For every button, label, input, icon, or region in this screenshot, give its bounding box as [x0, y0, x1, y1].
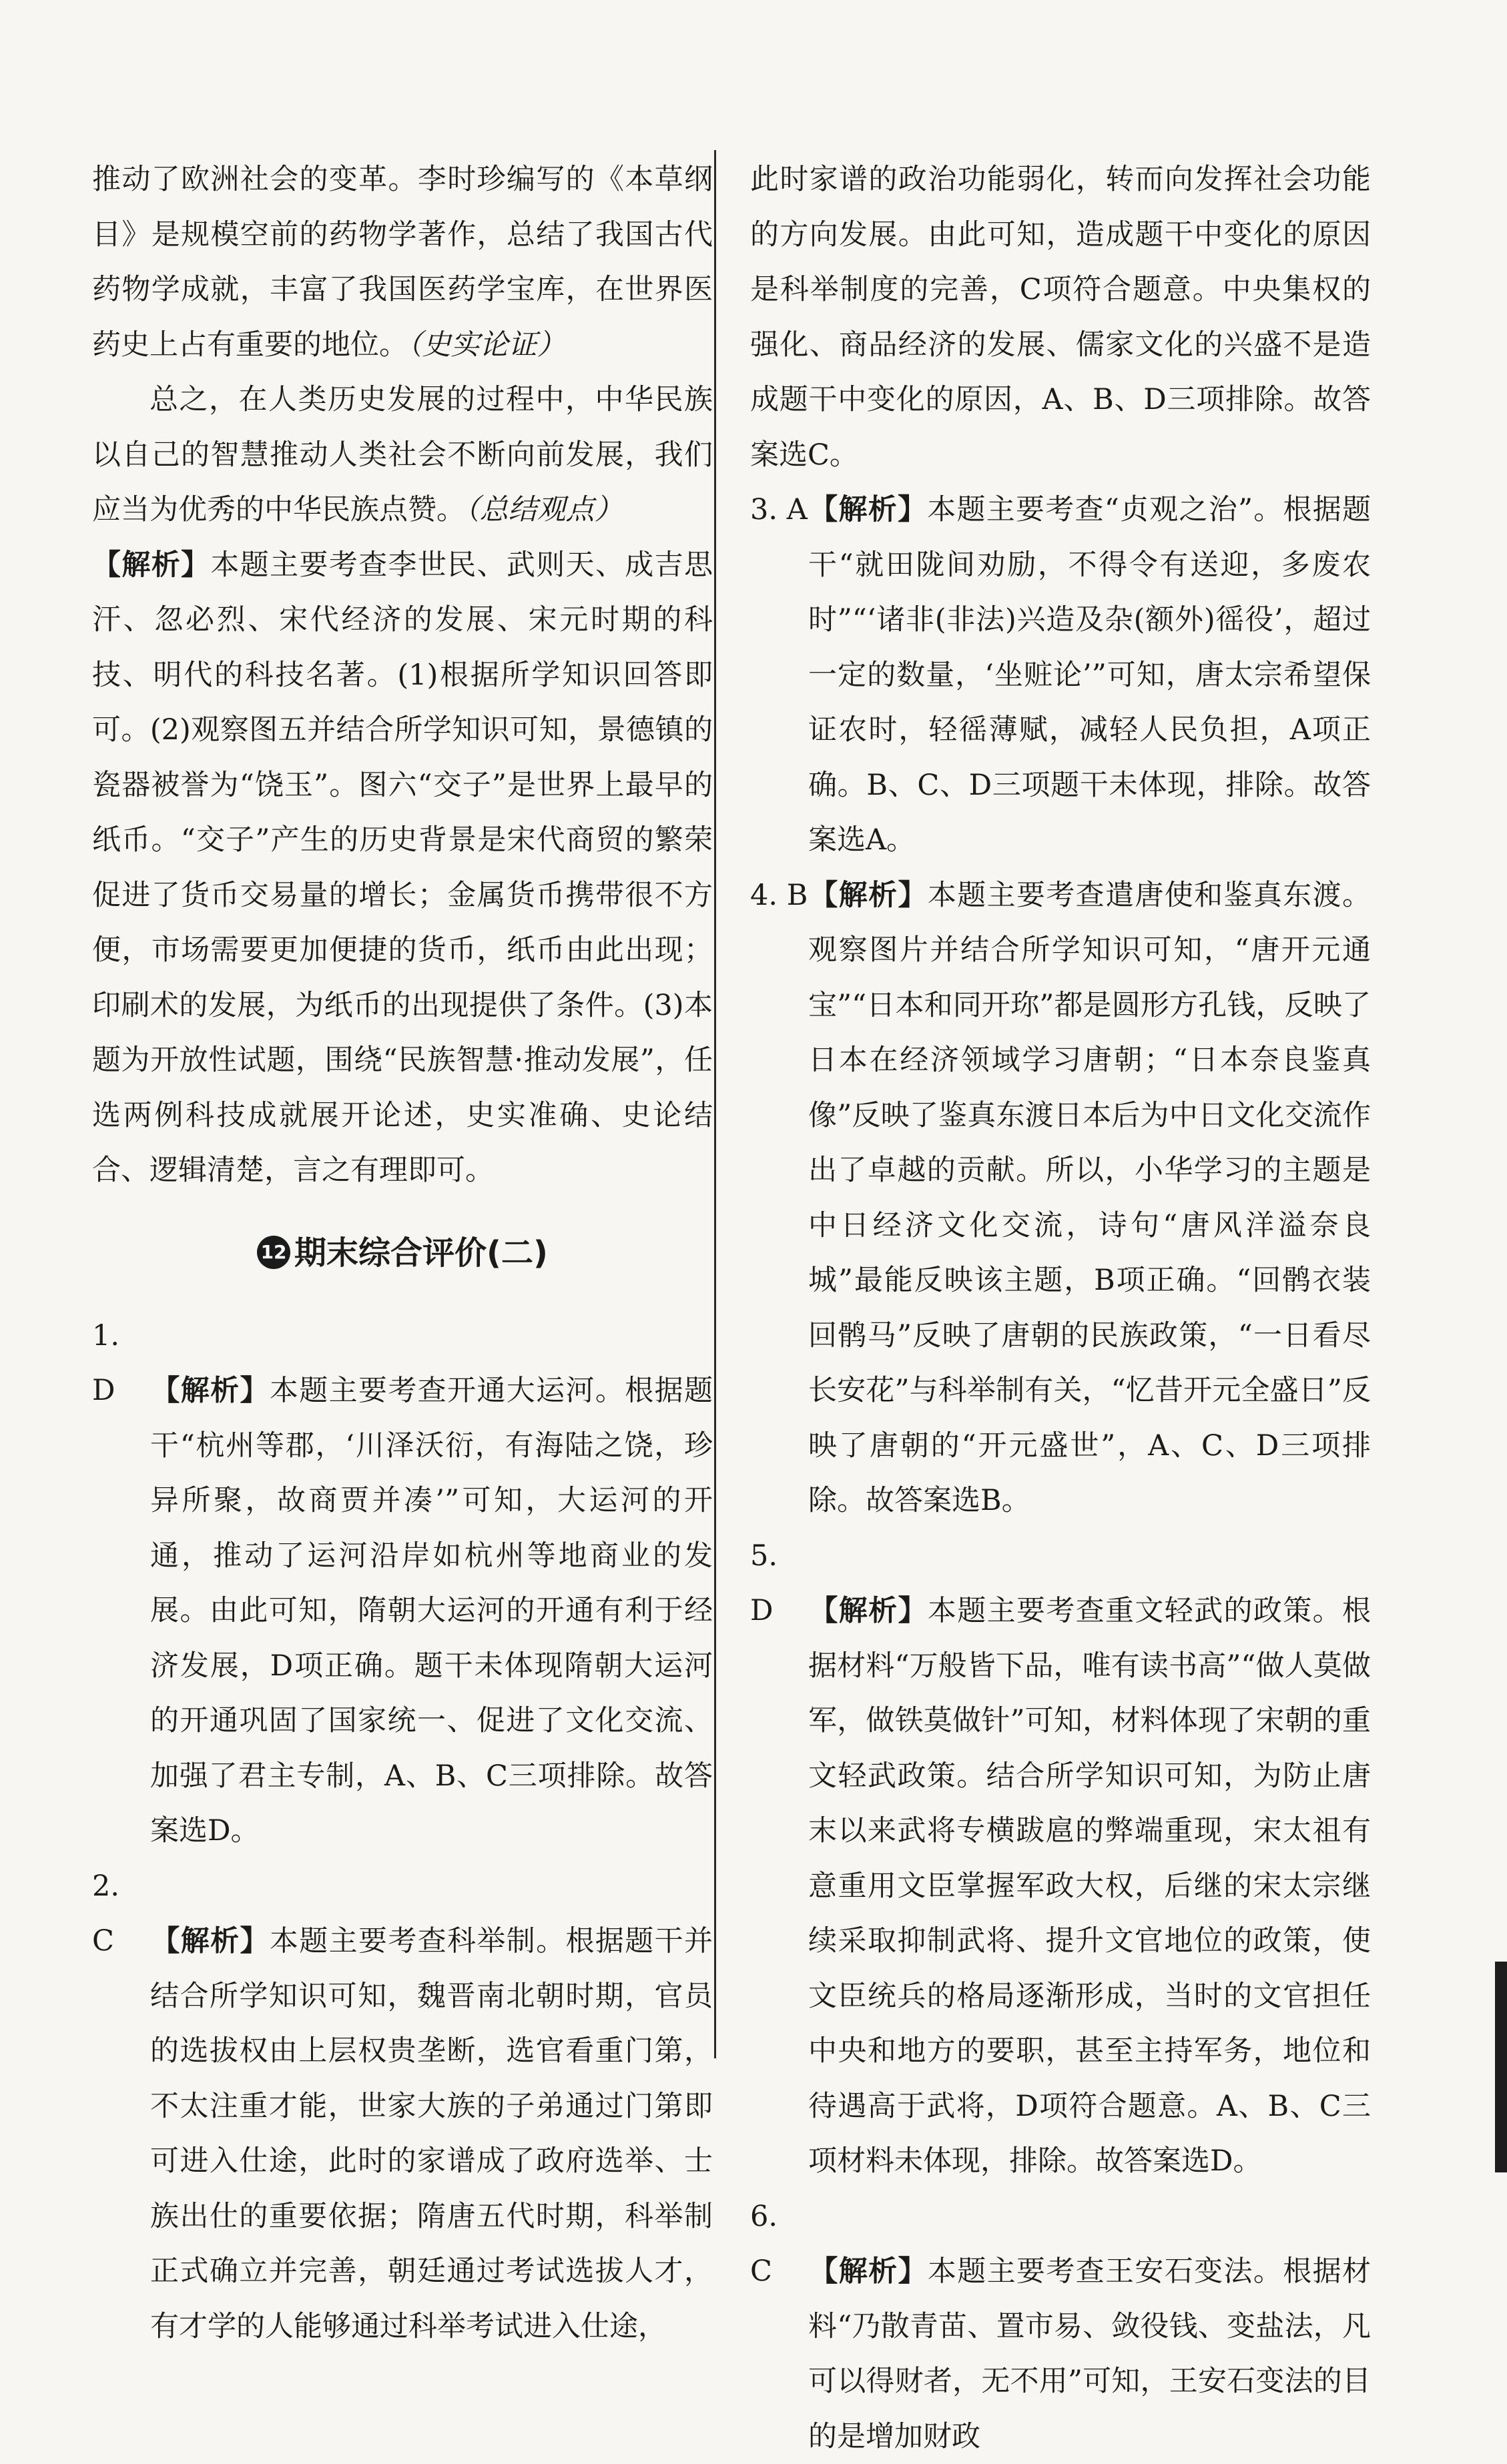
answer-number: 2. C: [92, 1859, 150, 1969]
answer-item: [750, 868, 1371, 1529]
section-heading: [92, 1198, 713, 1308]
section-title: 期末综合评价(二): [294, 1234, 548, 1272]
right-column: [750, 152, 1371, 2464]
answer-number: 6. C: [750, 2189, 808, 2299]
section-number-badge: 12: [257, 1236, 290, 1269]
answer-number: 3. A: [750, 482, 808, 538]
answer-number: 1. D: [92, 1308, 150, 1418]
answer-item: [750, 1529, 1371, 2189]
analysis-tag: 【解析】: [808, 2254, 928, 2288]
answer-item: [750, 2189, 1371, 2464]
essay-paragraph-2: [92, 372, 713, 538]
analysis-text: 本题主要考查李世民、武则天、成吉思汗、忽必烈、宋代经济的发展、宋元时期的科技、明代的科技名著。(1)根据所学知识回答即可。(2)观察图五并结合所学知识可知，景德镇的瓷器被誉为“饶玉”。图六“交子”是世界上最早的纸币。“交子”产生的历史背景是宋代商贸的繁荣促进了货币交易量的增长；金属货币携带很不方便，市场需要更加便捷的货币，纸币由此出现；印刷术的发展，为纸币的出现提供了条件。(3)本题为开放性试题，围绕“民族智慧·推动发展”，任选两例科技成就展开论述，史实准确、史论结合、逻辑清楚，言之有理即可。: [92, 548, 713, 1188]
analysis-tag: 【解析】: [150, 1374, 270, 1407]
answer-text: 本题主要考查重文轻武的政策。根据材料“万般皆下品，唯有读书高”“做人莫做军，做铁莫做针”可知，材料体现了宋朝的重文轻武政策。结合所学知识可知，为防止唐末以来武将专横跋扈的弊端重现，宋太祖有意重用文臣掌握军政大权，后继的宋太宗继续采取抑制武将、提升文官地位的政策，使文臣统兵的格局逐渐形成，当时的文官担任中央和地方的要职，甚至主持军务，地位和待遇高于武将，D项符合题意。A、B、C三项材料未体现，排除。故答案选D。: [808, 1594, 1371, 2178]
answer-item: [750, 482, 1371, 868]
essay-note: （史实论证）: [408, 328, 566, 362]
analysis-tag: 【解析】: [808, 493, 927, 526]
page-edge-shadow: [1495, 1962, 1507, 2172]
answer-text: 本题主要考查遣唐使和鉴真东渡。观察图片并结合所学知识可知，“唐开元通宝”“日本和同开珎”都是圆形方孔钱，反映了日本在经济领域学习唐朝；“日本奈良鉴真像”反映了鉴真东渡日本后为中日文化交流作出了卓越的贡献。所以，小华学习的主题是中日经济文化交流，诗句“唐风洋溢奈良城”最能反映该主题，B项正确。“回鹘衣装回鹘马”反映了唐朝的民族政策，“一日看尽长安花”与科举制有关，“忆昔开元全盛日”反映了唐朝的“开元盛世”，A、C、D三项排除。故答案选B。: [808, 879, 1371, 1518]
answer-text: 本题主要考查科举制。根据题干并结合所学知识可知，魏晋南北朝时期，官员的选拔权由上层权贵垄断，选官看重门第，不太注重才能，世家大族的子弟通过门第即可进入仕途，此时的家谱成了政府选举、士族出仕的重要依据；隋唐五代时期，科举制正式确立并完善，朝廷通过考试选拔人才，有才学的人能够通过科举考试进入仕途，: [150, 1924, 713, 2343]
analysis-paragraph: [92, 538, 713, 1198]
analysis-tag: 【解析】: [808, 879, 928, 912]
analysis-tag: 【解析】: [150, 1924, 270, 1958]
answer-item: [92, 1859, 713, 2355]
essay-text: 推动了欧洲社会的变革。李时珍编写的《本草纲目》是规模空前的药物学著作，总结了我国古代药物学成就，丰富了我国医药学宝库，在世界医药史上占有重要的地位。: [92, 163, 713, 362]
essay-paragraph-1: [92, 152, 713, 372]
answer-text: 本题主要考查“贞观之治”。根据题干“就田陇间劝励，不得令有送迎，多废农时”“‘诸非(非法)兴造及杂(额外)徭役’，超过一定的数量，‘坐赃论’”可知，唐太宗希望保证农时，轻徭薄赋，减轻人民负担，A项正确。B、C、D三项题干未体现，排除。故答案选A。: [808, 493, 1371, 857]
answer-item: [92, 1308, 713, 1859]
continued-paragraph: 此时家谱的政治功能弱化，转而向发挥社会功能的方向发展。由此可知，造成题干中变化的原因是科举制度的完善，C项符合题意。中央集权的强化、商品经济的发展、儒家文化的兴盛不是造成题干中变化的原因，A、B、D三项排除。故答案选C。: [750, 152, 1371, 482]
answer-text: 本题主要考查王安石变法。根据材料“乃散青苗、置市易、敛役钱、变盐法，凡可以得财者，无不用”可知，王安石变法的目的是增加财政: [808, 2254, 1371, 2453]
analysis-tag: 【解析】: [808, 1594, 928, 1627]
column-divider: [714, 150, 716, 2058]
essay-text: 总之，在人类历史发展的过程中，中华民族以自己的智慧推动人类社会不断向前发展，我们应当为优秀的中华民族点赞。: [92, 383, 713, 526]
answer-number: 4. B: [750, 868, 808, 923]
answer-number: 5. D: [750, 1529, 808, 1639]
essay-note: （总结观点）: [465, 493, 623, 526]
analysis-tag: 【解析】: [92, 548, 210, 582]
answer-text: 本题主要考查开通大运河。根据题干“杭州等郡，‘川泽沃衍，有海陆之饶，珍异所聚，故商贾并凑’”可知，大运河的开通，推动了运河沿岸如杭州等地商业的发展。由此可知，隋朝大运河的开通有利于经济发展，D项正确。题干未体现隋朝大运河的开通巩固了国家统一、促进了文化交流、加强了君主专制，A、B、C三项排除。故答案选D。: [150, 1374, 713, 1847]
left-column: [92, 152, 713, 2354]
